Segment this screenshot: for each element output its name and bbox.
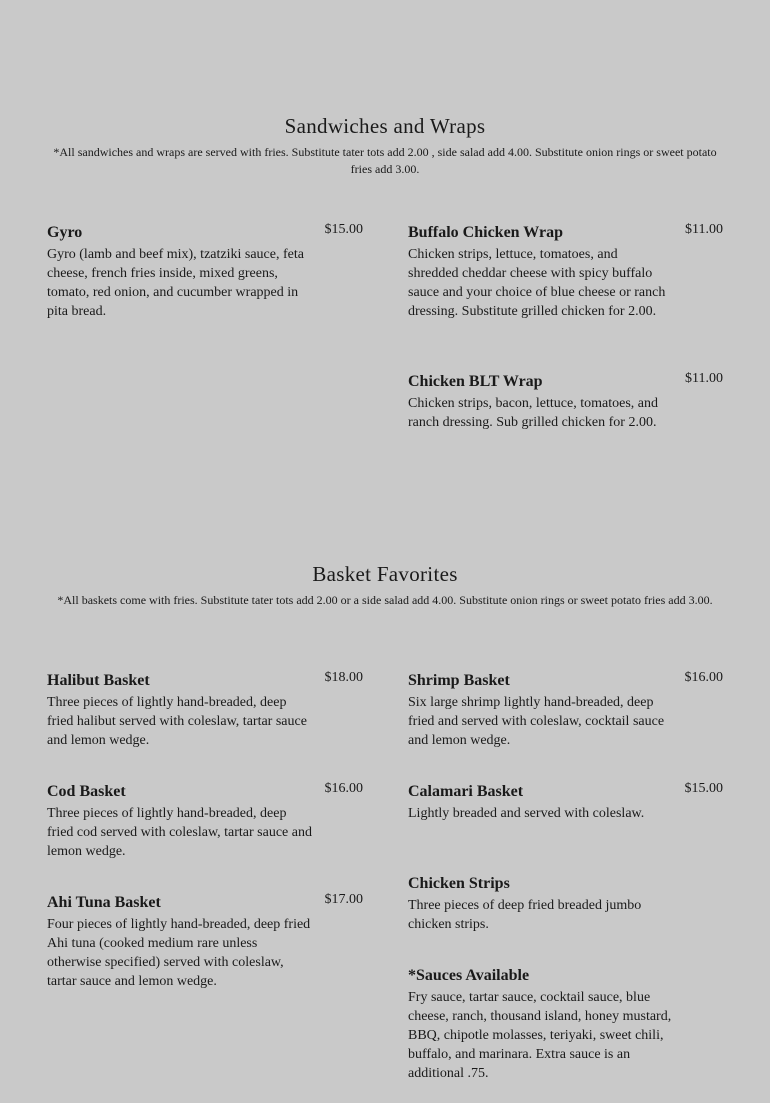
- item-name: Buffalo Chicken Wrap: [408, 224, 563, 241]
- menu-item-ahi-tuna-basket: [47, 892, 363, 991]
- item-description: Six large shrimp lightly hand-breaded, deep fried and served with coleslaw, cocktail sauce and lemon wedge.: [408, 695, 665, 748]
- menu-item-halibut-basket: [47, 670, 363, 750]
- section-note-baskets: *All baskets come with fries. Substitute tater tots add 2.00 or a side salad add 4.00. Substitute onion rings or sweet potato fries add 3.00.: [57, 593, 713, 607]
- item-description: Four pieces of lightly hand-breaded, deep fried Ahi tuna (cooked medium rare unless otherwise specified) served with coleslaw, tartar sauce and lemon wedge.: [47, 917, 311, 989]
- item-description: Gyro (lamb and beef mix), tzatziki sauce, feta cheese, french fries inside, mixed greens, tomato, red onion, and cucumber wrapped in pita bread.: [47, 247, 304, 319]
- item-price: $17.00: [324, 892, 363, 907]
- item-description: Three pieces of lightly hand-breaded, deep fried cod served with coleslaw, tartar sauce and lemon wedge.: [47, 806, 312, 859]
- section-title-sandwiches: Sandwiches and Wraps: [284, 114, 486, 138]
- menu-item-cod-basket: [47, 781, 363, 861]
- section-note-sandwiches: *All sandwiches and wraps are served with fries. Substitute tater tots add 2.00 , side salad add 4.00. Substitute onion rings or sweet potato fries add 3.00.: [53, 145, 717, 176]
- menu-item-gyro: [47, 222, 363, 321]
- item-price: $15.00: [684, 781, 723, 796]
- item-price: $11.00: [685, 222, 723, 237]
- item-price: $11.00: [685, 371, 723, 386]
- item-description: Chicken strips, lettuce, tomatoes, and shredded cheddar cheese with spicy buffalo sauce and your choice of blue cheese or ranch dressing. Substitute grilled chicken for 2.00.: [408, 247, 666, 319]
- menu-item-chicken-strips: [408, 873, 723, 934]
- item-name: Chicken BLT Wrap: [408, 373, 543, 390]
- item-description: Lightly breaded and served with coleslaw.: [408, 806, 645, 821]
- item-name: Shrimp Basket: [408, 672, 510, 689]
- item-name: Cod Basket: [47, 783, 126, 800]
- item-description: Three pieces of deep fried breaded jumbo chicken strips.: [408, 898, 642, 932]
- menu-item-buffalo-chicken-wrap: [408, 222, 723, 321]
- item-name: Calamari Basket: [408, 783, 524, 800]
- item-price: $18.00: [324, 670, 363, 685]
- item-price: $15.00: [324, 222, 363, 237]
- item-description: Fry sauce, tartar sauce, cocktail sauce, blue cheese, ranch, thousand island, honey mustard, BBQ, chipotle molasses, teriyaki, sweet chili, buffalo, and marinara. Extra sauce is an additional .75.: [408, 990, 672, 1081]
- item-price: $16.00: [684, 670, 723, 685]
- menu-item-sauces-available: [408, 965, 723, 1083]
- section-title-baskets: Basket Favorites: [312, 562, 458, 586]
- menu-item-shrimp-basket: [408, 670, 723, 750]
- item-description: Three pieces of lightly hand-breaded, deep fried halibut served with coleslaw, tartar sauce and lemon wedge.: [47, 695, 307, 748]
- item-description: Chicken strips, bacon, lettuce, tomatoes, and ranch dressing. Sub grilled chicken for 2.00.: [408, 396, 658, 430]
- menu-item-calamari-basket: [408, 781, 723, 823]
- item-name: Ahi Tuna Basket: [47, 894, 161, 911]
- menu-item-chicken-blt-wrap: [408, 371, 723, 432]
- item-name: *Sauces Available: [408, 967, 530, 984]
- item-price: $16.00: [324, 781, 363, 796]
- item-name: Chicken Strips: [408, 875, 510, 892]
- item-name: Gyro: [47, 224, 83, 241]
- item-name: Halibut Basket: [47, 672, 150, 689]
